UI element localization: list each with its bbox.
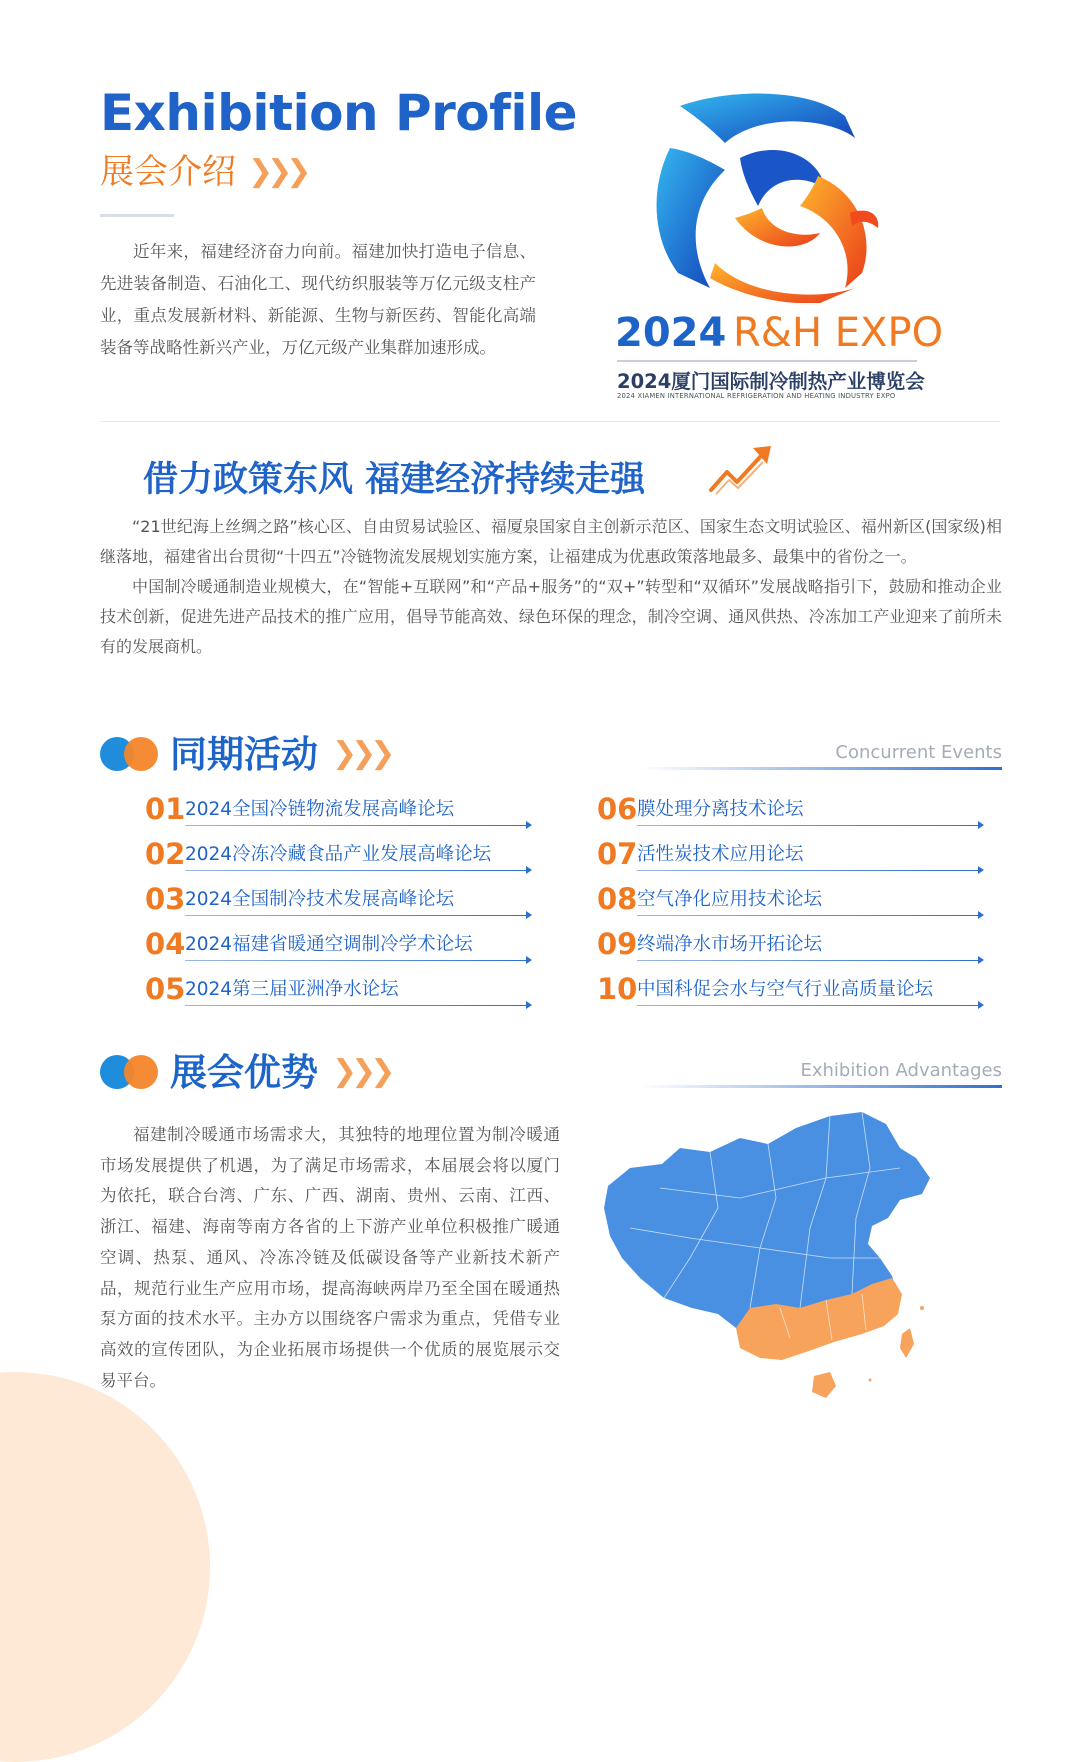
event-underline bbox=[637, 915, 981, 916]
events-underline bbox=[640, 767, 1002, 770]
logo-en-name: 2024 XIAMEN INTERNATIONAL REFRIGERATION AND HEATING INDUSTRY EXPO bbox=[617, 392, 896, 400]
china-map-icon bbox=[600, 1108, 940, 1408]
advantages-underline bbox=[640, 1085, 1002, 1088]
events-chevron-icon: ❯❯❯ bbox=[332, 736, 390, 771]
event-item-09 bbox=[597, 927, 987, 967]
arrow-right-icon bbox=[526, 866, 532, 874]
arrow-right-icon bbox=[978, 956, 984, 964]
event-title: 膜处理分离技术论坛 bbox=[637, 799, 804, 820]
event-item-10 bbox=[597, 972, 987, 1012]
event-underline bbox=[185, 870, 529, 871]
event-item-02 bbox=[145, 837, 535, 877]
page-title-cn-text: 展会介绍 bbox=[100, 152, 236, 192]
page-title-en: Exhibition Profile bbox=[100, 84, 578, 142]
event-underline bbox=[637, 1005, 981, 1006]
policy-body bbox=[100, 512, 1002, 662]
event-title: 2024冷冻冷藏食品产业发展高峰论坛 bbox=[185, 844, 492, 865]
arrow-right-icon bbox=[526, 821, 532, 829]
event-item-05 bbox=[145, 972, 535, 1012]
arrow-right-icon bbox=[526, 956, 532, 964]
event-number: 03 bbox=[145, 882, 186, 916]
event-number: 07 bbox=[597, 837, 638, 871]
event-item-06 bbox=[597, 792, 987, 832]
event-number: 02 bbox=[145, 837, 186, 871]
arrow-right-icon bbox=[526, 911, 532, 919]
event-title: 中国科促会水与空气行业高质量论坛 bbox=[637, 979, 934, 1000]
advantages-subtitle: Exhibition Advantages bbox=[800, 1060, 1002, 1081]
section-divider bbox=[100, 421, 1000, 422]
title-underline bbox=[100, 214, 174, 217]
arrow-right-icon bbox=[978, 911, 984, 919]
policy-paragraph-2: 中国制冷暖通制造业规模大，在“智能+互联网”和“产品+服务”的“双+”转型和“双循环”发展战略指引下，鼓励和推动企业技术创新，促进先进产品技术的推广应用，倡导节能高效、绿色环保的理念，制冷空调、通风供热、冷冻加工产业迎来了前所未有的发展商机。 bbox=[100, 577, 1002, 656]
event-title: 终端净水市场开拓论坛 bbox=[637, 934, 823, 955]
event-title: 空气净化应用技术论坛 bbox=[637, 889, 823, 910]
event-number: 01 bbox=[145, 792, 186, 826]
event-number: 06 bbox=[597, 792, 638, 826]
expo-logo-icon bbox=[640, 88, 890, 303]
chevron-right-icon: ❯❯❯ bbox=[248, 154, 306, 190]
event-title: 2024第三届亚洲净水论坛 bbox=[185, 979, 399, 1000]
event-item-04 bbox=[145, 927, 535, 967]
trend-up-icon bbox=[705, 442, 775, 497]
arrow-right-icon bbox=[526, 1001, 532, 1009]
arrow-right-icon bbox=[978, 866, 984, 874]
advantages-chevron-icon: ❯❯❯ bbox=[332, 1054, 390, 1089]
arrow-right-icon bbox=[978, 1001, 984, 1009]
event-underline bbox=[185, 1005, 529, 1006]
event-underline bbox=[185, 960, 529, 961]
event-number: 08 bbox=[597, 882, 638, 916]
event-title: 2024全国制冷技术发展高峰论坛 bbox=[185, 889, 455, 910]
event-underline bbox=[637, 960, 981, 961]
corner-decoration bbox=[0, 1372, 210, 1762]
event-title: 2024全国冷链物流发展高峰论坛 bbox=[185, 799, 455, 820]
event-number: 04 bbox=[145, 927, 186, 961]
section-circle-orange-icon bbox=[124, 1055, 158, 1089]
arrow-right-icon bbox=[978, 821, 984, 829]
section-circle-orange-icon bbox=[124, 737, 158, 771]
event-title: 活性炭技术应用论坛 bbox=[637, 844, 804, 865]
event-item-01 bbox=[145, 792, 535, 832]
policy-paragraph-1: “21世纪海上丝绸之路”核心区、自由贸易试验区、福厦泉国家自主创新示范区、国家生态文明试验区、福州新区(国家级)相继落地，福建省出台贯彻“十四五”冷链物流发展规划实施方案，让福建成为优惠政策落地最多、最集中的省份之一。 bbox=[100, 517, 1002, 566]
advantages-paragraph: 福建制冷暖通市场需求大，其独特的地理位置为制冷暖通市场发展提供了机遇，为了满足市场需求，本届展会将以厦门为依托，联合台湾、广东、广西、湖南、贵州、云南、江西、浙江、福建、海南等南方各省的上下游产业单位积极推广暖通空调、热泵、通风、冷冻冷链及低碳设备等产业新技术新产品，规范行业生产应用市场，提高海峡两岸乃至全国在暖通热泵方面的技术水平。主办方以围绕客户需求为重点，凭借专业高效的宣传团队，为企业拓展市场提供一个优质的展览展示交易平台。 bbox=[100, 1125, 560, 1390]
event-item-03 bbox=[145, 882, 535, 922]
event-item-07 bbox=[597, 837, 987, 877]
page-title-cn bbox=[100, 152, 305, 193]
event-number: 05 bbox=[145, 972, 186, 1006]
intro-paragraph: 近年来，福建经济奋力向前。福建加快打造电子信息、先进装备制造、石油化工、现代纺织服装等万亿元级支柱产业，重点发展新材料、新能源、生物与新医药、智能化高端装备等战略性新兴产业，万亿元级产业集群加速形成。 bbox=[100, 242, 536, 357]
event-number: 10 bbox=[597, 972, 638, 1006]
logo-name: R&H EXPO bbox=[733, 310, 944, 356]
policy-headline: 借力政策东风 福建经济持续走强 bbox=[143, 459, 646, 500]
event-underline bbox=[185, 825, 529, 826]
events-subtitle: Concurrent Events bbox=[835, 742, 1002, 763]
logo-divider bbox=[617, 360, 917, 362]
logo-year: 2024 bbox=[615, 310, 727, 356]
event-underline bbox=[637, 825, 981, 826]
event-title: 2024福建省暖通空调制冷学术论坛 bbox=[185, 934, 473, 955]
event-underline bbox=[637, 870, 981, 871]
event-item-08 bbox=[597, 882, 987, 922]
events-title: 同期活动 bbox=[170, 733, 318, 776]
logo-cn-name: 2024厦门国际制冷制热产业博览会 bbox=[617, 370, 925, 393]
advantages-title: 展会优势 bbox=[170, 1051, 318, 1094]
event-underline bbox=[185, 915, 529, 916]
event-number: 09 bbox=[597, 927, 638, 961]
